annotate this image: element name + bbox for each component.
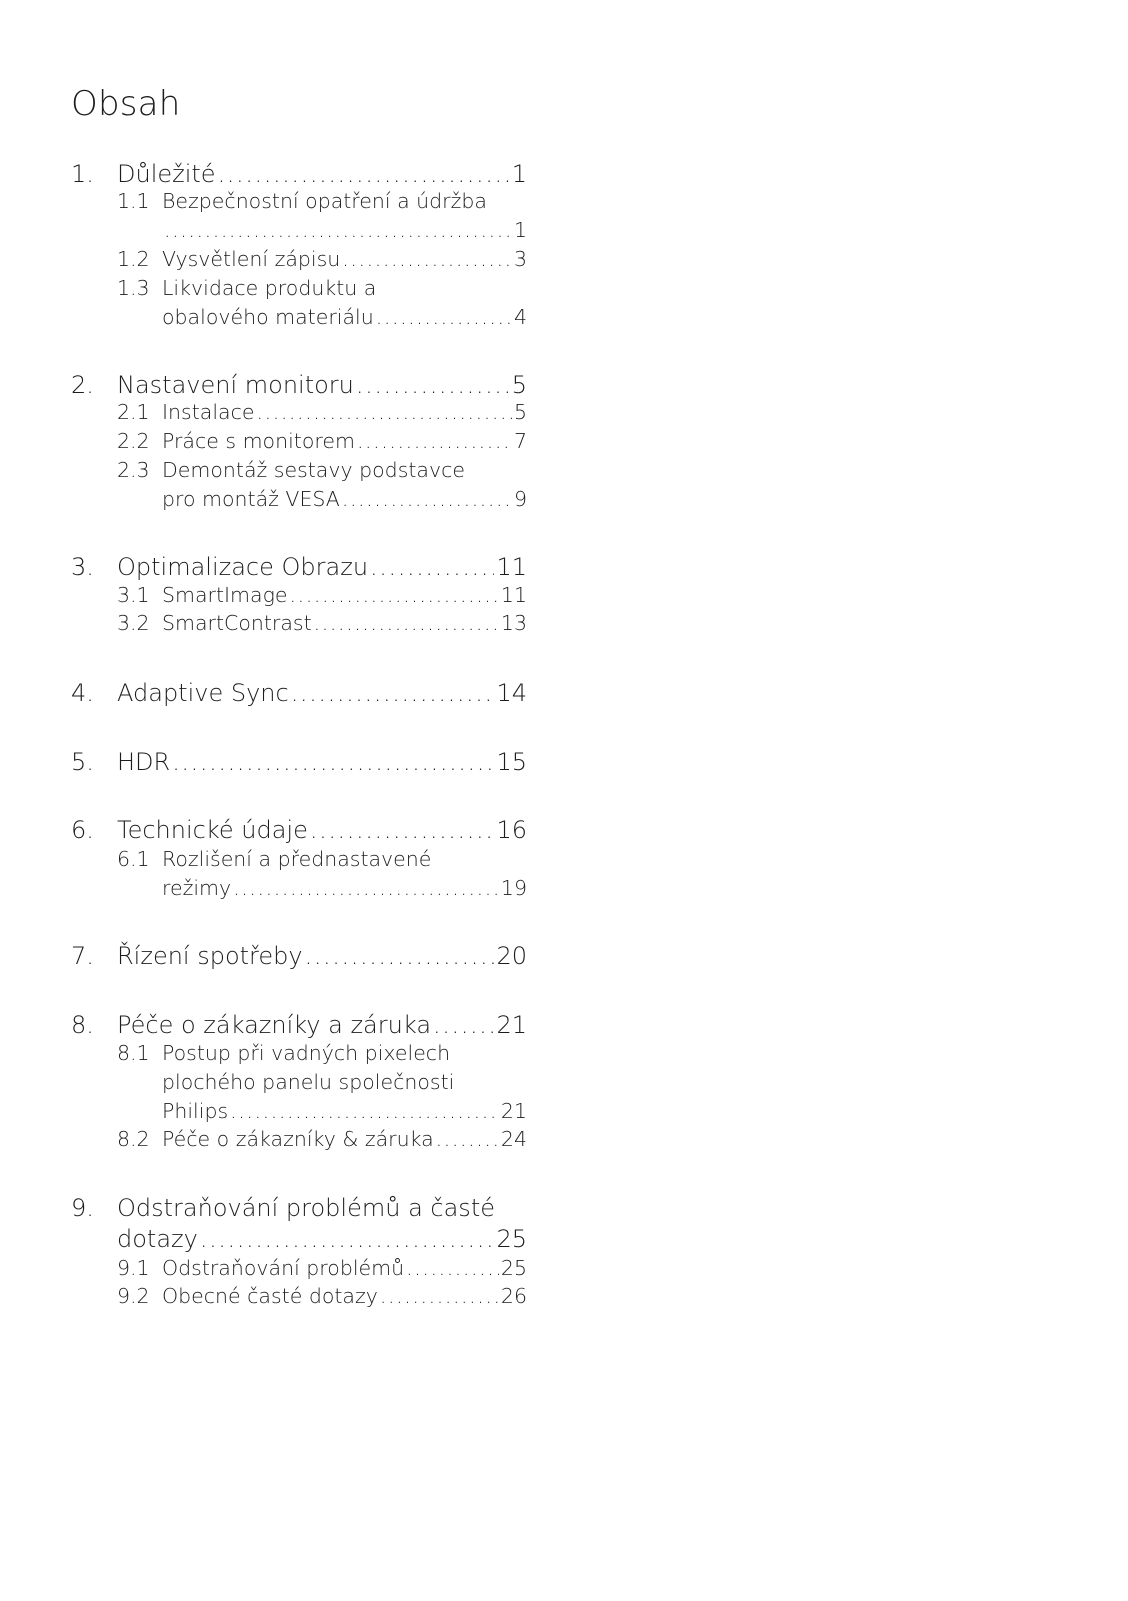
- entry-title: pro montáž VESA: [162, 487, 340, 511]
- entry-number: 2.1: [117, 400, 150, 424]
- dot-leader: [291, 679, 495, 707]
- page-number: 16: [496, 816, 527, 844]
- page-number: 13: [500, 611, 527, 635]
- entry-title: Likvidace produktu a: [162, 276, 377, 300]
- entry-title: SmartImage: [162, 583, 288, 607]
- page-number: 5: [511, 371, 527, 399]
- page-number: 7: [513, 429, 527, 453]
- dot-leader: [200, 1225, 495, 1253]
- toc-entry-continued[interactable]: [71, 1225, 527, 1257]
- toc-subentry[interactable]: [71, 847, 527, 876]
- entry-number: 9.1: [117, 1256, 150, 1280]
- page-number: 9: [513, 487, 527, 511]
- toc-subentry[interactable]: [71, 583, 527, 612]
- page-number: 1: [511, 160, 527, 188]
- page-number: 21: [496, 1011, 527, 1039]
- toc-subentry[interactable]: [71, 400, 527, 429]
- toc-subentry[interactable]: [71, 247, 527, 276]
- entry-title: dotazy: [117, 1225, 198, 1253]
- entry-number: 1.: [71, 160, 94, 188]
- dot-leader: [290, 583, 499, 607]
- entry-number: 2.3: [117, 458, 150, 482]
- toc-entry[interactable]: [71, 1194, 527, 1226]
- dot-leader: [172, 748, 494, 776]
- dot-leader: [230, 1099, 499, 1123]
- toc-entry[interactable]: [71, 679, 527, 711]
- toc-subentry[interactable]: [71, 611, 527, 640]
- entry-title: Práce s monitorem: [162, 429, 355, 453]
- toc-subentry[interactable]: [71, 458, 527, 487]
- entry-title: Demontáž sestavy podstavce: [162, 458, 465, 482]
- page-number: 19: [500, 876, 527, 900]
- dot-leader: [164, 218, 512, 242]
- entry-title: Důležité: [117, 160, 216, 188]
- page-number: 26: [500, 1284, 527, 1308]
- toc-subentry[interactable]: [71, 189, 527, 218]
- page-number: 1: [513, 218, 527, 242]
- dot-leader: [406, 1256, 499, 1280]
- toc-subentry[interactable]: [71, 876, 527, 905]
- entry-number: 3.1: [117, 583, 150, 607]
- entry-title: Řízení spotřeby: [117, 942, 303, 970]
- toc-entry[interactable]: [71, 371, 527, 403]
- toc-subentry[interactable]: [71, 1070, 527, 1099]
- entry-number: 7.: [71, 942, 94, 970]
- entry-title: Odstraňování problémů a časté: [117, 1194, 495, 1222]
- dot-leader: [342, 487, 512, 511]
- entry-number: 1.3: [117, 276, 150, 300]
- entry-number: 4.: [71, 679, 94, 707]
- entry-number: 8.2: [117, 1127, 150, 1151]
- entry-title: Odstraňování problémů: [162, 1256, 405, 1280]
- entry-title: Adaptive Sync: [117, 679, 289, 707]
- toc-entry[interactable]: [71, 748, 527, 780]
- dot-leader: [305, 942, 495, 970]
- entry-title: obalového materiálu: [162, 305, 374, 329]
- dot-leader: [356, 371, 510, 399]
- page-number: 21: [500, 1099, 527, 1123]
- entry-title: Technické údaje: [117, 816, 308, 844]
- entry-title: SmartContrast: [162, 611, 312, 635]
- toc-entry[interactable]: [71, 816, 527, 848]
- entry-number: 9.2: [117, 1284, 150, 1308]
- page-number: 4: [513, 305, 527, 329]
- toc-subentry[interactable]: [71, 1127, 527, 1156]
- entry-title: Péče o zákazníky & záruka: [162, 1127, 434, 1151]
- entry-number: 9.: [71, 1194, 94, 1222]
- entry-title: plochého panelu společnosti: [162, 1070, 455, 1094]
- entry-number: 5.: [71, 748, 94, 776]
- toc-subentry[interactable]: [71, 487, 527, 516]
- page-number: 11: [500, 583, 527, 607]
- dot-leader: [218, 160, 510, 188]
- page-title: Obsah: [71, 84, 181, 124]
- toc-entry[interactable]: [71, 1011, 527, 1043]
- page-number: 5: [513, 400, 527, 424]
- entry-title: Philips: [162, 1099, 229, 1123]
- page-number: 3: [513, 247, 527, 271]
- dot-leader: [314, 611, 499, 635]
- dot-leader: [357, 429, 512, 453]
- entry-number: 2.: [71, 371, 94, 399]
- toc-subentry[interactable]: [71, 1041, 527, 1070]
- toc-subentry[interactable]: [71, 305, 527, 334]
- entry-number: 6.1: [117, 847, 150, 871]
- page-number: 11: [496, 553, 527, 581]
- entry-title: Bezpečnostní opatření a údržba: [162, 189, 487, 213]
- dot-leader: [233, 876, 499, 900]
- entry-number: 3.2: [117, 611, 150, 635]
- page-number: 15: [496, 748, 527, 776]
- page-number: 20: [496, 942, 527, 970]
- entry-title: Vysvětlení zápisu: [162, 247, 341, 271]
- entry-title: Instalace: [162, 400, 255, 424]
- dot-leader: [342, 247, 512, 271]
- toc-subentry[interactable]: [71, 1284, 527, 1313]
- entry-number: 3.: [71, 553, 94, 581]
- entry-title: HDR: [117, 748, 171, 776]
- dot-leader: [433, 1011, 494, 1039]
- page-number: 25: [500, 1256, 527, 1280]
- entry-title: Péče o zákazníky a záruka: [117, 1011, 432, 1039]
- entry-number: 8.: [71, 1011, 94, 1039]
- entry-title: Optimalizace Obrazu: [117, 553, 369, 581]
- entry-number: 8.1: [117, 1041, 150, 1065]
- entry-number: 1.2: [117, 247, 150, 271]
- toc-subentry[interactable]: [71, 1256, 527, 1285]
- entry-number: 6.: [71, 816, 94, 844]
- dot-leader: [380, 1284, 499, 1308]
- page-number: 25: [496, 1225, 527, 1253]
- page-number: 14: [496, 679, 527, 707]
- entry-number: 1.1: [117, 189, 150, 213]
- dot-leader: [376, 305, 512, 329]
- entry-number: 2.2: [117, 429, 150, 453]
- page-number: 24: [500, 1127, 527, 1151]
- entry-title: režimy: [162, 876, 232, 900]
- toc-subentry[interactable]: [71, 218, 527, 247]
- dot-leader: [436, 1127, 499, 1151]
- entry-title: Postup při vadných pixelech: [162, 1041, 451, 1065]
- toc-entry[interactable]: [71, 160, 527, 192]
- dot-leader: [370, 553, 494, 581]
- toc-subentry[interactable]: [71, 276, 527, 305]
- toc-subentry[interactable]: [71, 429, 527, 458]
- toc-entry[interactable]: [71, 942, 527, 974]
- entry-title: Obecné časté dotazy: [162, 1284, 378, 1308]
- dot-leader: [310, 816, 495, 844]
- toc-subentry[interactable]: [71, 1099, 527, 1128]
- entry-title: Nastavení monitoru: [117, 371, 354, 399]
- dot-leader: [256, 400, 511, 424]
- entry-title: Rozlišení a přednastavené: [162, 847, 432, 871]
- toc-entry[interactable]: [71, 553, 527, 585]
